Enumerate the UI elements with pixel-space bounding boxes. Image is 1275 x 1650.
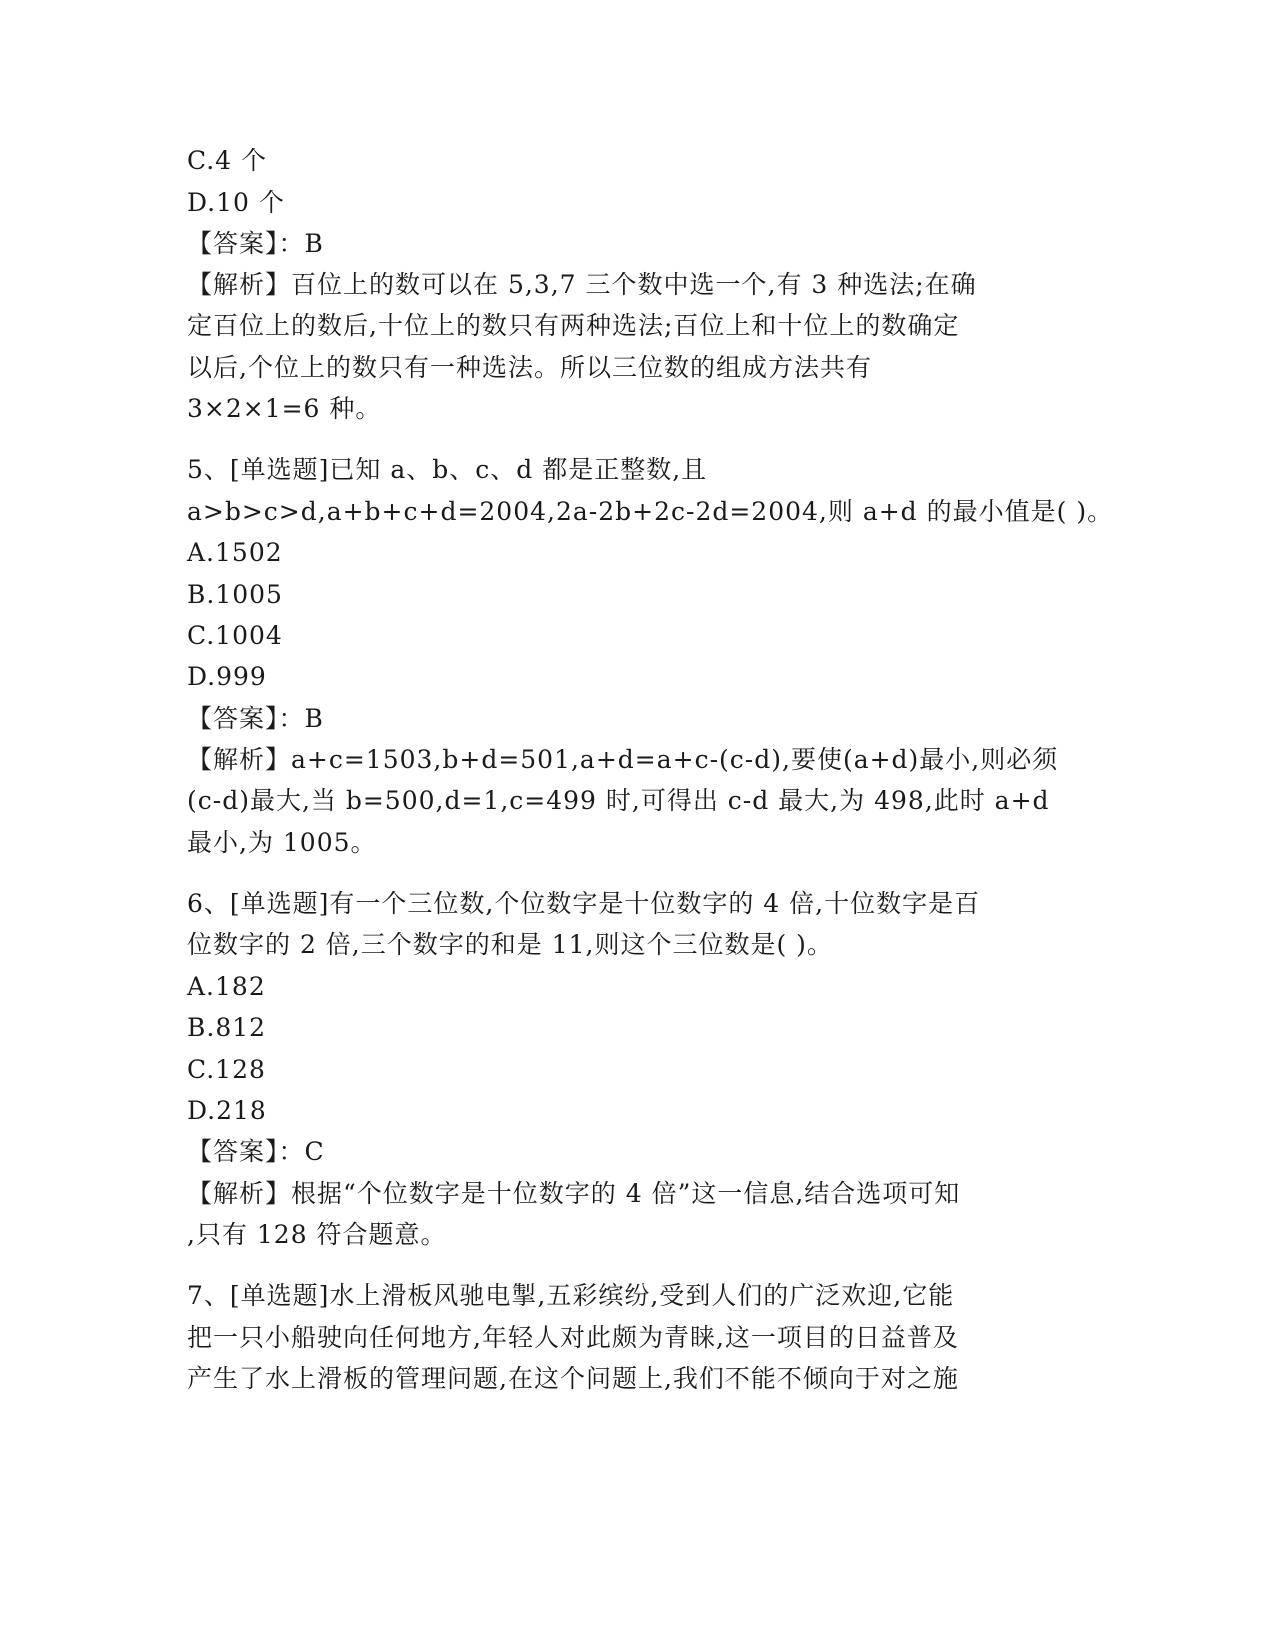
q6-option-d: D.218 [187,1096,267,1125]
q4-option-d: D.10 个 [187,188,285,217]
q4-analysis-line-3: 以后,个位上的数只有一种选法。所以三位数的组成方法共有 [187,353,872,382]
q5-analysis-line-2: (c-d)最大,当 b=500,d=1,c=499 时,可得出 c-d 最大,为 498,此时 a+d [187,786,1050,815]
q7-stem-line-1: 7、[单选题]水上滑板风驰电掣,五彩缤纷,受到人们的广泛欢迎,它能 [187,1281,955,1310]
q4-analysis-line-4: 3×2×1=6 种。 [187,394,382,423]
q6-stem-line-1: 6、[单选题]有一个三位数,个位数字是十位数字的 4 倍,十位数字是百 [187,889,981,918]
q5-option-c: C.1004 [187,621,283,650]
q4-analysis-line-1: 【解析】百位上的数可以在 5,3,7 三个数中选一个,有 3 种选法;在确 [187,270,977,299]
q7-stem-line-2: 把一只小船驶向任何地方,年轻人对此颇为青睐,这一项目的日益普及 [187,1323,959,1352]
q6-answer: 【答案】：C [187,1137,325,1166]
q6-option-b: B.812 [187,1013,267,1042]
q7-stem-line-3: 产生了水上滑板的管理问题,在这个问题上,我们不能不倾向于对之施 [187,1364,959,1393]
q5-option-a: A.1502 [187,538,283,567]
q5-option-d: D.999 [187,662,267,691]
q6-analysis-line-1: 【解析】根据“个位数字是十位数字的 4 倍”这一信息,结合选项可知 [187,1179,961,1208]
q5-answer: 【答案】：B [187,704,324,733]
q5-stem-line-2: a>b>c>d,a+b+c+d=2004,2a-2b+2c-2d=2004,则 a+d 的最小值是( )。 [187,497,1114,526]
q6-stem-line-2: 位数字的 2 倍,三个数字的和是 11,则这个三位数是( )。 [187,930,833,959]
q6-option-c: C.128 [187,1055,266,1084]
q5-analysis-line-3: 最小,为 1005。 [187,828,377,857]
q5-stem-line-1: 5、[单选题]已知 a、b、c、d 都是正整数,且 [187,455,708,484]
q4-analysis-line-2: 定百位上的数后,十位上的数只有两种选法;百位上和十位上的数确定 [187,311,960,340]
q6-analysis-line-2: ,只有 128 符合题意。 [187,1220,447,1249]
q4-option-c: C.4 个 [187,146,268,175]
q5-option-b: B.1005 [187,580,283,609]
q6-option-a: A.182 [187,972,266,1001]
q5-analysis-line-1: 【解析】a+c=1503,b+d=501,a+d=a+c-(c-d),要使(a+d)最小,则必须 [187,745,1059,774]
q4-answer: 【答案】：B [187,229,324,258]
